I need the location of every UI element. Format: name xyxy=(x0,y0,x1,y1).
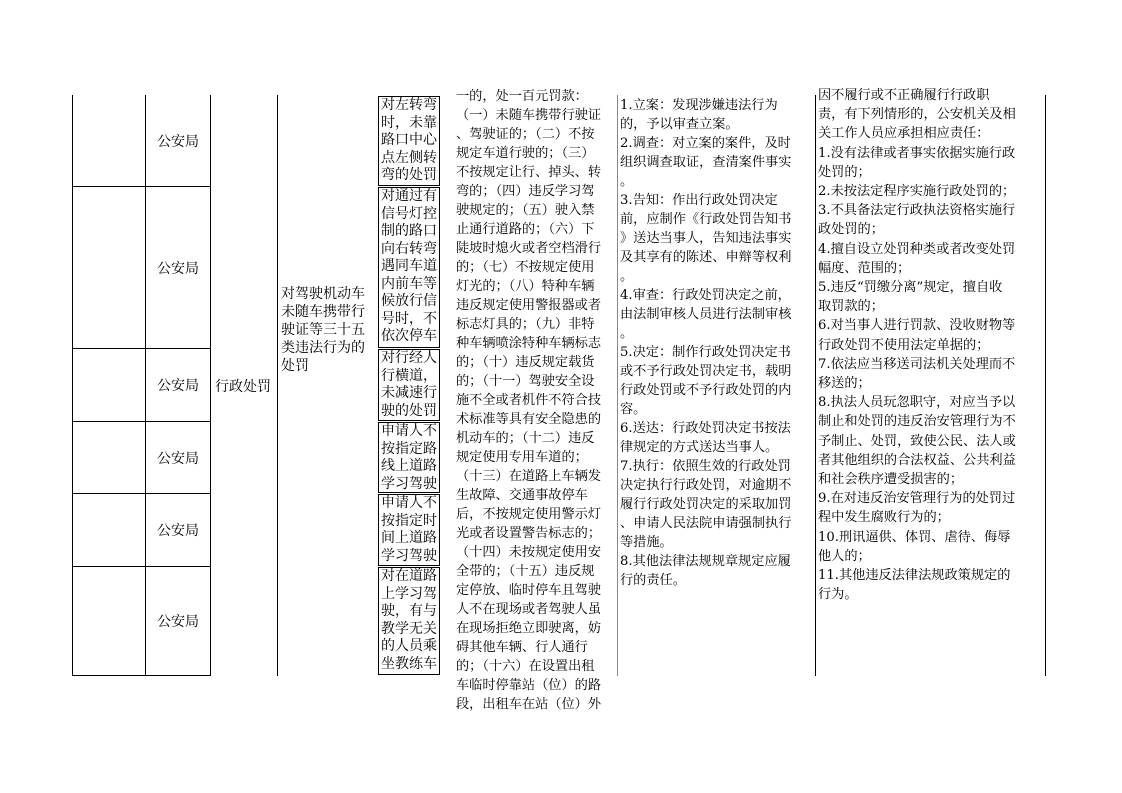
procedure-line: 由法制审核人员进行法制审核 xyxy=(620,307,792,322)
legal-basis-line: 碍其他车辆、行人通行 xyxy=(456,640,588,655)
category-cell: 行政处罚 xyxy=(215,378,271,395)
legal-basis-line: 生故障、交通事故停车 xyxy=(456,488,588,503)
responsibility-line: 取罚款的； xyxy=(818,299,884,315)
procedure-line: 前，应制作《行政处罚告知书 xyxy=(620,212,792,227)
procedure-line: 等措施。 xyxy=(620,535,673,550)
procedure-line: 3.告知：作出行政处罚决定 xyxy=(620,193,778,208)
procedure-line: 律规定的方式送达当事人。 xyxy=(620,440,779,455)
legal-basis-line: 的；（七）不按规定使用 xyxy=(456,260,595,275)
responsibility-line: 他人的； xyxy=(818,548,871,564)
procedure-line: 1.立案：发现涉嫌违法行为 xyxy=(620,98,778,113)
responsibility-line: 责，有下列情形的，公安机关及相 xyxy=(818,107,1016,123)
legal-basis-line: 一的，处一百元罚款： xyxy=(456,89,588,104)
legal-basis-text xyxy=(456,87,616,714)
procedure-line: 4.审查：行政处罚决定之前， xyxy=(620,288,791,303)
row-divider xyxy=(72,675,146,676)
procedure-line: 。 xyxy=(620,269,634,284)
responsibility-text xyxy=(818,86,1042,604)
responsibility-line: 幅度、范围的； xyxy=(818,260,911,276)
legal-basis-line: 段，出租车在站（位）外 xyxy=(456,697,602,712)
office-cell: 公安局 xyxy=(157,614,199,630)
legal-basis-line: 、驾驶证的；（二）不按 xyxy=(456,127,595,142)
legal-basis-line: 人不在现场或者驾驶人虽 xyxy=(456,602,602,617)
row-divider xyxy=(72,493,146,494)
sub-item-cell: 申请人不按指定时间上道路学习驾驶 xyxy=(378,494,440,566)
procedure-line: 5.决定：制作行政处罚决定书 xyxy=(620,345,791,360)
procedure-cell xyxy=(620,95,813,675)
office-cell: 公安局 xyxy=(157,450,199,467)
procedure-line: 组织调查取证，查清案件事实 xyxy=(620,155,792,170)
legal-basis-line: 全带的；（十五）违反规 xyxy=(456,564,595,579)
legal-basis-line: 弯的；（四）违反学习驾 xyxy=(456,184,595,199)
procedure-line: 及其享有的陈述、申辩等权利 xyxy=(620,250,792,265)
legal-basis-cell xyxy=(456,89,616,712)
office-cell: 公安局 xyxy=(157,378,199,394)
row-divider xyxy=(72,566,146,567)
row-divider xyxy=(72,186,146,187)
sub-item-cell: 对通过有信号灯控制的路口向右转弯遇同车道内前车等候放行信号时，不依次停车 xyxy=(378,187,440,348)
legal-basis-line: 后，不按规定使用警示灯 xyxy=(456,507,602,522)
legal-basis-line: 规定使用专用车道的； xyxy=(456,450,588,465)
legal-basis-line: 标志灯具的；（九）非特 xyxy=(456,317,595,332)
responsibility-line: 2.未按法定程序实施行政处罚的； xyxy=(818,184,1016,200)
legal-basis-line: 车临时停靠站（位）的路 xyxy=(456,678,602,693)
responsibility-line: 5.违反“罚缴分离”规定，擅自收 xyxy=(818,280,1003,296)
row-divider xyxy=(145,675,210,676)
legal-basis-line: 在现场拒绝立即驶离，妨 xyxy=(456,621,602,636)
table-divider xyxy=(815,95,816,676)
procedure-line: 8.其他法律法规规章规定应履 xyxy=(620,554,791,569)
procedure-line: 》送达当事人，告知违法事实 xyxy=(620,231,792,246)
legal-basis-line: 不按规定让行、掉头、转 xyxy=(456,165,602,180)
responsibility-line: 和社会秩序遭受损害的； xyxy=(818,472,964,488)
responsibility-line: 3.不具备法定行政执法资格实施行 xyxy=(818,203,1016,219)
legal-basis-line: 违反规定使用警报器或者 xyxy=(456,298,602,313)
sub-item-cell: 对在道路上学习驾驶，有与教学无关的人员乘坐教练车 xyxy=(378,567,440,675)
row-divider xyxy=(72,348,146,349)
responsibility-line: 程中发生腐败行为的； xyxy=(818,510,950,526)
table-divider-light xyxy=(617,95,618,676)
responsibility-line: 9.在对违反治安管理行为的处罚过 xyxy=(818,491,1016,507)
table-border-right xyxy=(1045,95,1046,676)
responsibility-line: 4.擅自设立处罚种类或者改变处罚 xyxy=(818,241,1016,257)
legal-basis-line: 光或者设置警告标志的； xyxy=(456,526,602,541)
responsibility-line: 因不履行或不正确履行行政职 xyxy=(818,88,990,103)
sub-item-cell: 对左转弯时，未靠路口中心点左侧转弯的处罚 xyxy=(378,96,440,186)
procedure-line: 的，予以审查立案。 xyxy=(620,117,739,132)
procedure-line: 。 xyxy=(620,174,634,189)
procedure-line: 6.送达：行政处罚决定书按法 xyxy=(620,421,791,436)
procedure-line: 行的责任。 xyxy=(620,573,686,588)
responsibility-line: 处罚的； xyxy=(818,164,871,180)
responsibility-line: 1.没有法律或者事实依据实施行政 xyxy=(818,145,1016,161)
legal-basis-line: 陡坡时熄火或者空档滑行 xyxy=(456,241,602,256)
procedure-line: 行政处罚或不予行政处罚的内 xyxy=(620,383,792,398)
legal-basis-line: 驶规定的；（五）驶入禁 xyxy=(456,203,595,218)
legal-basis-line: 规定车道行驶的；（三） xyxy=(456,146,595,161)
office-cell: 公安局 xyxy=(157,523,199,539)
item-name-cell: 对驾驶机动车未随车携带行驶证等三十五类违法行为的处罚 xyxy=(281,286,365,374)
responsibility-line: 6.对当事人进行罚款、没收财物等 xyxy=(818,318,1016,334)
responsibility-line: 行政处罚不使用法定单据的； xyxy=(818,337,990,353)
legal-basis-line: 术标准等具有安全隐患的 xyxy=(456,412,602,427)
sub-item-cell: 申请人不按指定路线上道路学习驾驶 xyxy=(378,422,440,493)
sub-item-cell: 对行经人行横道，未减速行驶的处罚 xyxy=(378,349,440,421)
office-cell: 公安局 xyxy=(157,134,199,150)
responsibility-line: 8.执法人员玩忽职守，对应当予以 xyxy=(818,395,1016,411)
table-divider xyxy=(277,95,278,676)
procedure-line: 或不予行政处罚决定书，载明 xyxy=(620,364,792,379)
procedure-line: 7.执行：依照生效的行政处罚 xyxy=(620,459,791,474)
row-divider xyxy=(72,421,146,422)
responsibility-cell xyxy=(818,88,1042,675)
responsibility-line: 予制止、处罚，致使公民、法人或 xyxy=(818,433,1016,449)
procedure-line: 。 xyxy=(620,326,634,341)
procedure-line: 决定执行行政处罚，对逾期不 xyxy=(620,478,792,493)
responsibility-line: 7.依法应当移送司法机关处理而不 xyxy=(818,356,1016,372)
legal-basis-line: 种车辆喷涂特种车辆标志 xyxy=(456,336,602,351)
procedure-line: 2.调查：对立案的案件，及时 xyxy=(620,136,791,151)
legal-basis-line: 的；（十一）驾驶安全设 xyxy=(456,374,595,389)
legal-basis-line: 的；（十六）在设置出租 xyxy=(456,659,595,674)
legal-basis-line: （十四）未按规定使用安 xyxy=(456,545,602,560)
procedure-line: 、申请人民法院申请强制执行 xyxy=(620,516,792,531)
responsibility-line: 制止和处罚的违反治安管理行为不 xyxy=(818,414,1016,430)
legal-basis-line: 施不全或者机件不符合技 xyxy=(456,393,602,408)
responsibility-line: 11.其他违反法律法规政策规定的 xyxy=(818,568,1011,584)
responsibility-line: 者其他组织的合法权益、公共利益 xyxy=(818,452,1016,468)
procedure-text xyxy=(620,96,813,590)
procedure-line: 容。 xyxy=(620,402,647,417)
legal-basis-line: 止通行道路的；（六）下 xyxy=(456,222,595,237)
legal-basis-line: 灯光的；（八）特种车辆 xyxy=(456,279,595,294)
legal-basis-line: 机动车的；（十二）违反 xyxy=(456,431,595,446)
office-cell: 公安局 xyxy=(157,260,199,277)
responsibility-line: 关工作人员应承担相应责任： xyxy=(818,126,990,142)
responsibility-line: 移送的； xyxy=(818,376,871,392)
legal-basis-line: 的；（十）违反规定载货 xyxy=(456,355,595,370)
procedure-line: 履行行政处罚决定的采取加罚 xyxy=(620,497,792,512)
responsibility-line: 政处罚的； xyxy=(818,222,884,238)
responsibility-line: 10.刑讯逼供、体罚、虐待、侮辱 xyxy=(818,529,1011,545)
responsibility-line: 行为。 xyxy=(818,587,858,603)
legal-basis-line: 定停放、临时停车且驾驶 xyxy=(456,583,602,598)
table-border-left xyxy=(72,95,73,676)
legal-basis-line: （十三）在道路上车辆发 xyxy=(456,469,602,484)
legal-basis-line: （一）未随车携带行驶证 xyxy=(456,108,602,123)
